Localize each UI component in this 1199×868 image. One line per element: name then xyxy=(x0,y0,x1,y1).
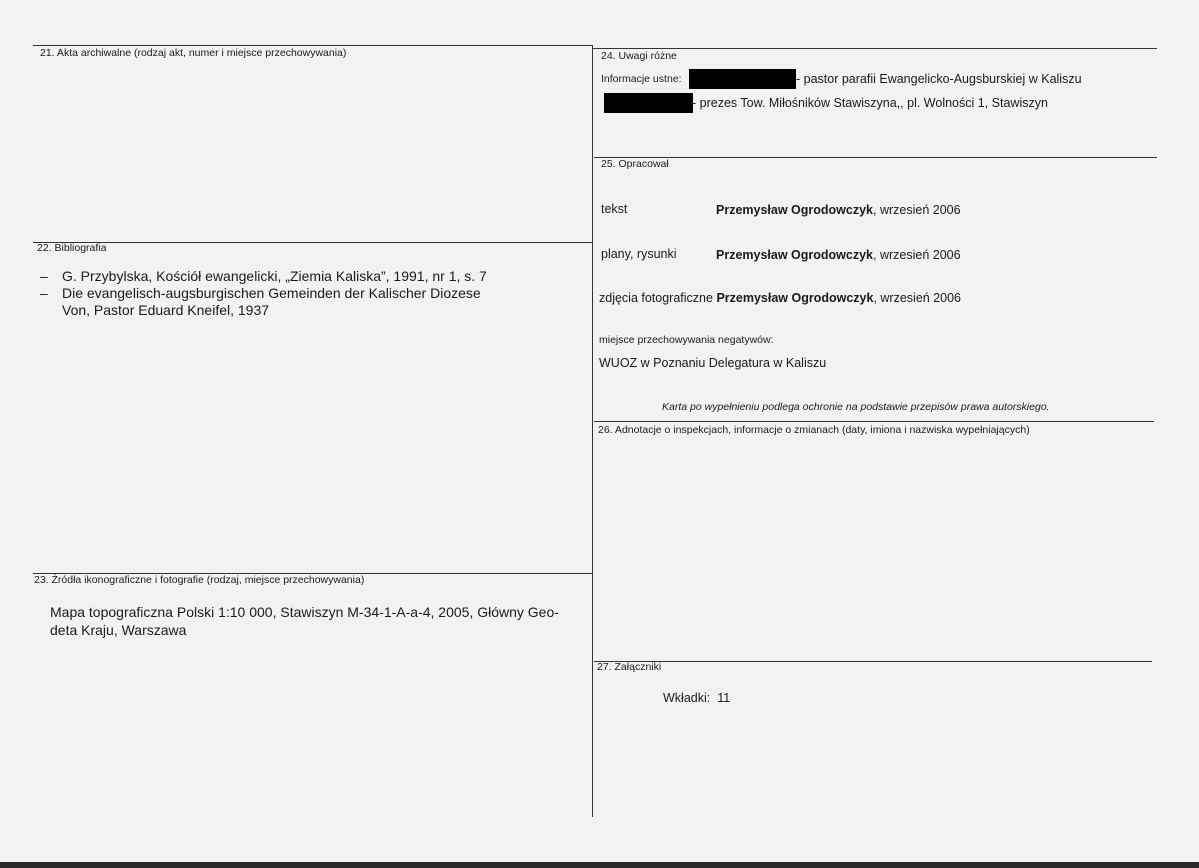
attachments xyxy=(663,691,730,705)
redaction-box xyxy=(689,69,796,89)
author-row-text-value xyxy=(716,203,961,217)
author-name: Przemysław Ogrodowczyk xyxy=(716,203,874,217)
author-name: Przemysław Ogrodowczyk xyxy=(716,248,874,262)
list-dash: – xyxy=(40,268,48,284)
negatives-label: miejsce przechowywania negatywów: xyxy=(599,334,774,346)
column-divider xyxy=(592,45,593,817)
copyright-note: Karta po wypełnieniu podlega ochronie na podstawie przepisów prawa autorskiego. xyxy=(662,401,1050,413)
iconography-line-2: deta Kraju, Warszawa xyxy=(50,622,187,638)
author-row-photos xyxy=(599,291,961,305)
author-date: , wrzesień 2006 xyxy=(873,248,961,262)
section-27-heading: 27. Załączniki xyxy=(597,661,662,673)
section-24-heading: 24. Uwagi różne xyxy=(601,50,677,62)
author-row-plans-value xyxy=(716,248,961,262)
section-26-heading: 26. Adnotacje o inspekcjach, informacje o zmianach (daty, imiona i nazwiska wypełniających) xyxy=(598,424,1030,436)
iconography-line-1: Mapa topograficzna Polski 1:10 000, Stawiszyn M-34-1-A-a-4, 2005, Główny Geo- xyxy=(50,604,559,620)
bibliography-item-1-text: G. Przybylska, Kościół ewangelicki, „Ziemia Kaliska”, 1991, nr 1, s. 7 xyxy=(62,268,487,284)
bibliography-item-1 xyxy=(40,268,487,285)
section-22-heading: 22. Bibliografia xyxy=(37,242,107,254)
list-dash: – xyxy=(40,285,48,301)
bibliography-item-2-continuation: Von, Pastor Eduard Kneifel, 1937 xyxy=(62,302,270,318)
bibliography-item-2-text: Die evangelisch-augsburgischen Gemeinden der Kalischer Diozese xyxy=(62,285,481,301)
negatives-value: WUOZ w Poznaniu Delegatura w Kaliszu xyxy=(599,356,827,370)
oral-info-label: Informacje ustne: xyxy=(601,73,682,85)
author-date: , wrzesień 2006 xyxy=(873,203,961,217)
divider-21 xyxy=(33,45,593,46)
redaction-box xyxy=(604,93,693,113)
section-25-heading: 25. Opracował xyxy=(601,158,669,170)
author-name: Przemysław Ogrodowczyk xyxy=(716,291,874,305)
bibliography-item-2 xyxy=(40,285,481,302)
attachments-label: Wkładki: xyxy=(663,691,711,705)
divider-22 xyxy=(33,242,593,243)
divider-26 xyxy=(594,421,1154,422)
section-21-heading: 21. Akta archiwalne (rodzaj akt, numer i miejsce przechowywania) xyxy=(40,47,347,59)
divider-24 xyxy=(592,48,1157,49)
attachments-count: 11 xyxy=(717,691,731,705)
author-row-plans-label: plany, rysunki xyxy=(601,247,677,261)
author-row-text-label: tekst xyxy=(601,202,628,216)
oral-info-line-2: - prezes Tow. Miłośników Stawiszyna,, pl. Wolności 1, Stawiszyn xyxy=(692,96,1048,110)
divider-27 xyxy=(594,661,1152,662)
author-date: , wrzesień 2006 xyxy=(873,291,962,305)
author-row-photos-label: zdjęcia fotograficzne xyxy=(599,291,713,305)
divider-25 xyxy=(594,157,1157,158)
section-23-heading: 23. Źródła ikonograficzne i fotografie (rodzaj, miejsce przechowywania) xyxy=(34,574,365,586)
oral-info-line-1: - pastor parafii Ewangelicko-Augsburskiej w Kaliszu xyxy=(796,72,1082,86)
